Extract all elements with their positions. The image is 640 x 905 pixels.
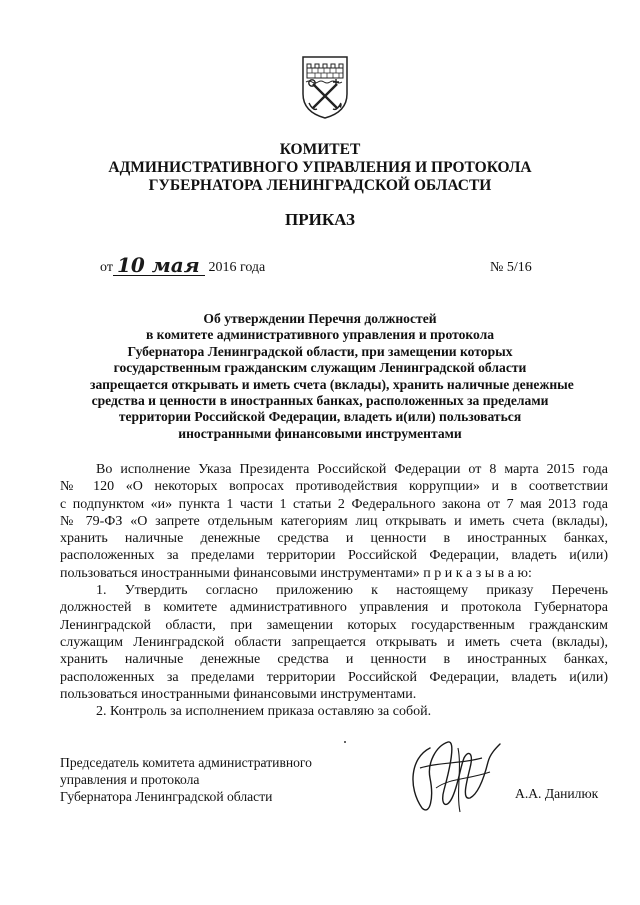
body-line: хранить наличные денежные средства и ценности в иностранных банках, (60, 531, 608, 547)
body-line: хранить наличные денежные средства и ценности в иностранных банках, (60, 652, 608, 668)
date-prefix: от (100, 260, 113, 275)
handwritten-signature-icon (400, 728, 510, 818)
body-line: Во исполнение Указа Президента Российской Федерации от 8 марта 2015 года (96, 462, 608, 477)
signer-title (60, 754, 312, 805)
subject-line: иностранными финансовыми инструментами (178, 425, 462, 441)
body-line: 2. Контроль за исполнением приказа оставляю за собой. (96, 704, 432, 720)
body-line: расположенных за пределами территории Российской Федерации, владеть и(или) (60, 669, 608, 685)
subject-line: территории Российской Федерации, владеть и(или) пользоваться (118, 409, 522, 425)
subject-line: Губернатора Ленинградской области, при замещении которых (127, 343, 513, 359)
body-line: расположенных за пределами территории Российской Федерации, владеть и(или) (60, 548, 608, 564)
subject-line: средства и ценности в иностранных банках, расположенных за пределами (91, 393, 549, 409)
subject-line: государственным гражданским служащим Ленинградской области (113, 360, 527, 376)
organization-name-line-3: ГУБЕРНАТОРА ЛЕНИНГРАДСКОЙ ОБЛАСТИ (148, 177, 492, 194)
signer-title-line: Губернатора Ленинградской области (60, 789, 273, 804)
ink-dot (344, 741, 346, 743)
document-subject (90, 311, 574, 442)
signer-name: А.А. Данилюк (515, 786, 599, 801)
subject-line: в комитете административного управления и протокола (145, 327, 495, 343)
date-year: 2016 года (208, 260, 266, 275)
coat-of-arms-icon (300, 54, 350, 120)
subject-line: Об утверждении Перечня должностей (203, 311, 437, 326)
organization-name-line-2: АДМИНИСТРАТИВНОГО УПРАВЛЕНИЯ И ПРОТОКОЛА (108, 159, 532, 176)
body-line: Ленинградской области, при замещении которых государственным гражданским (60, 617, 608, 633)
document-type-title: ПРИКАЗ (285, 210, 355, 229)
subject-line: запрещается открывать и иметь счета (вклады), хранить наличные денежные (90, 376, 574, 392)
body-line: должностей в комитете административного управления и протокола Губернатора (60, 600, 608, 616)
signer-title-line: управления и протокола (60, 772, 200, 787)
body-line: служащим Ленинградской области запрещается открывать и иметь счета (вклады), (60, 634, 608, 650)
body-line: № 79-ФЗ «О запрете отдельным категориям лиц открывать и иметь счета (вклады), (60, 513, 608, 529)
document-date (100, 253, 266, 277)
document-body (60, 461, 608, 720)
document-number: № 5/16 (490, 260, 532, 275)
organization-name-line-1: КОМИТЕТ (279, 141, 361, 158)
body-line: № 120 «О некоторых вопросах противодействия коррупции» и в соответствии (60, 479, 608, 495)
handwritten-date: 10 мая (113, 261, 205, 276)
body-line: пользоваться иностранными финансовыми инструментами. (60, 686, 417, 702)
body-line: пользоваться иностранными финансовыми инструментами» п р и к а з ы в а ю: (60, 565, 532, 581)
body-line: с подпунктом «и» пункта 1 части 1 статьи 2 Федерального закона от 7 мая 2013 года (60, 496, 608, 512)
signer-title-line: Председатель комитета административного (60, 755, 312, 770)
body-line: 1. Утвердить согласно приложению к настоящему приказу Перечень (96, 583, 608, 599)
